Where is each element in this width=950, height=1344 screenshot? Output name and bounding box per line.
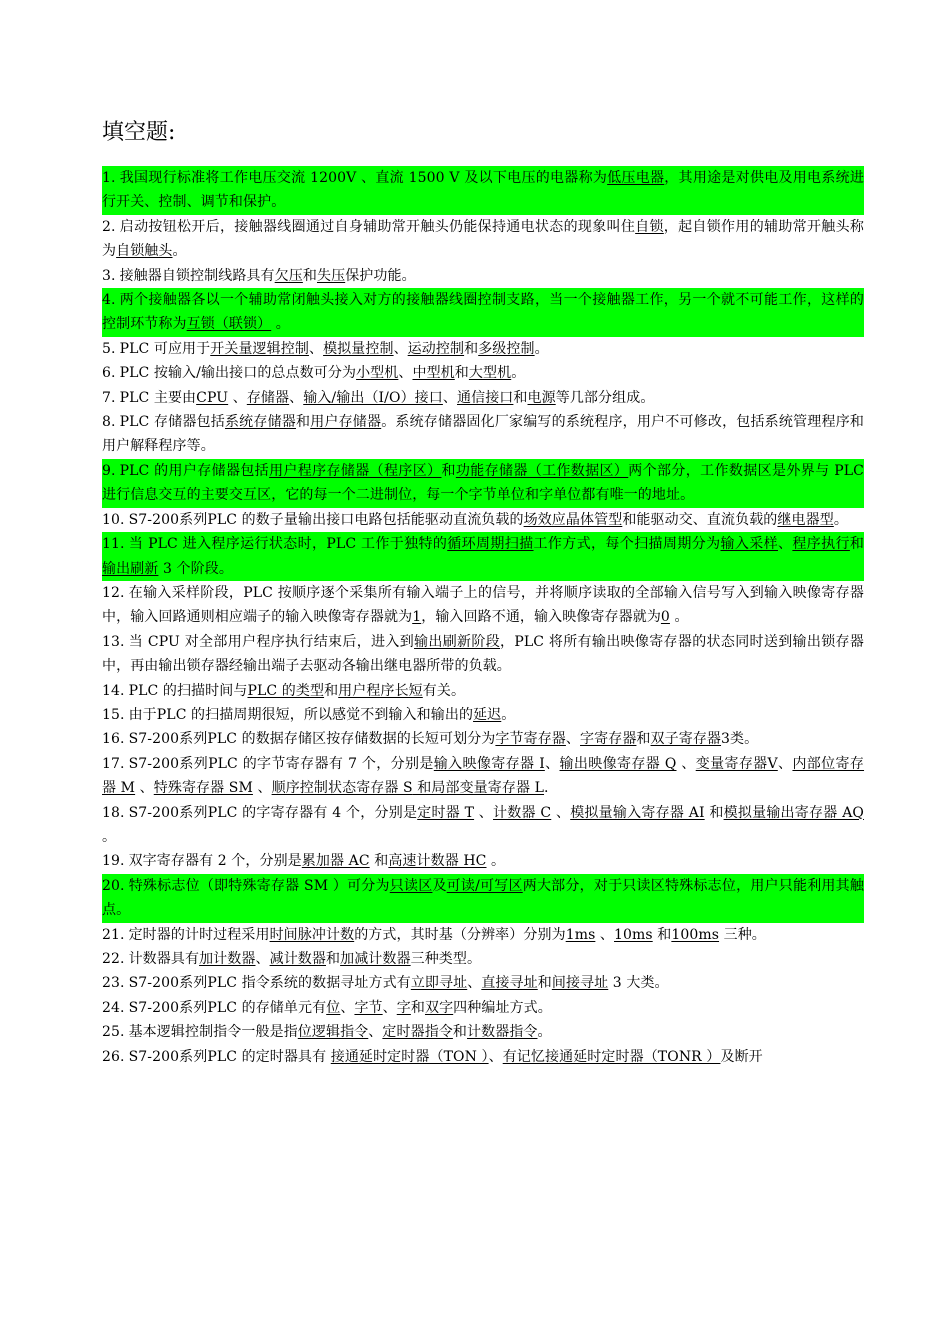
question-number: 23.	[102, 975, 125, 992]
question-text: 。	[102, 828, 117, 845]
question-text: S7-200系列PLC 的数据存储区按存储数据的长短可划分为	[128, 731, 496, 748]
question-text: 3 大类。	[608, 975, 669, 992]
answer-blank: 双字	[424, 999, 454, 1016]
answer-blank: 有记忆接通延时定时器（TONR ）	[502, 1048, 721, 1065]
question-text: S7-200系列PLC 的字节寄存器有 7 个，分别是	[128, 755, 434, 772]
question-number: 26.	[102, 1048, 125, 1065]
question-text: 工作方式，每个扫描周期分为	[533, 536, 721, 553]
question-number: 10.	[102, 511, 125, 528]
answer-blank: 场效应晶体管型	[523, 511, 623, 528]
question-number: 24.	[102, 999, 125, 1016]
answer-blank: 直接寻址	[481, 975, 538, 992]
question-item	[102, 923, 864, 947]
answer-blank: 用户程序存储器（程序区）	[269, 462, 442, 479]
question-item	[102, 801, 864, 850]
answer-blank: 变量寄存器V	[695, 755, 778, 772]
question-text: S7-200系列PLC 的存储单元有	[128, 999, 327, 1016]
question-text: 特殊标志位（即特殊寄存器 SM ）可分为	[128, 877, 390, 894]
question-text: S7-200系列PLC 的字寄存器有 4 个，分别是	[128, 804, 418, 821]
question-text: 当 PLC 进入程序运行状态时，PLC 工作于独特的	[128, 536, 448, 553]
answer-blank: 接通延时定时器（TON ）	[330, 1048, 489, 1065]
question-number: 2.	[102, 218, 116, 235]
question-text: 在输入采样阶段，PLC 按顺序逐个采集所有输入端子上的信号，并将顺序读取的全部输入信号写入到输入映像寄存器中，输入回路通则相应端子的输入映像寄存器就为	[102, 584, 864, 626]
answer-blank: 定时器指令	[382, 1024, 453, 1041]
question-text: 。	[534, 340, 549, 357]
question-text: ，PLC 将所有输出映像寄存器的状态同时送到输出锁存器中，再由输出锁存器经输出端子去驱动各输出继电器所带的负载。	[102, 633, 864, 675]
question-item	[102, 508, 864, 532]
question-text: 三种类型。	[410, 951, 482, 967]
question-number: 14.	[102, 682, 125, 699]
question-text: 、	[467, 975, 482, 992]
question-number: 17.	[102, 755, 125, 772]
question-text: 和	[704, 804, 724, 821]
answer-blank: 输出刷新阶段	[414, 633, 501, 650]
answer-blank: 1ms	[565, 926, 596, 943]
question-text: 和	[652, 926, 672, 943]
answer-blank: 内部位寄存器 M	[102, 755, 865, 797]
question-text: 和	[537, 975, 552, 992]
answer-blank: 输入映像寄存器 I	[433, 755, 545, 772]
answer-blank: 字节	[354, 999, 383, 1016]
question-text: 。	[486, 853, 506, 870]
question-text: 等几部分组成。	[555, 389, 655, 406]
question-text: S7-200系列PLC 的定时器具有	[128, 1048, 331, 1065]
question-number: 6.	[102, 365, 116, 382]
question-text: PLC 按输入/输出接口的总点数可分为	[119, 365, 357, 382]
question-text: 、	[442, 389, 457, 406]
answer-blank: 输出刷新	[102, 560, 159, 577]
answer-blank: 可读/可写区	[446, 877, 523, 894]
answer-blank: 立即寻址	[410, 975, 468, 992]
answer-blank: 特殊寄存器 SM	[153, 780, 253, 797]
question-text: 有关。	[422, 682, 466, 699]
question-text: 。	[537, 1024, 552, 1041]
question-text: 由于PLC 的扫描周期很短，所以感觉不到输入和输出的	[128, 706, 474, 723]
answer-blank: 存储器	[246, 389, 290, 406]
question-text: 两大部分，对于只读区特殊标志位，用户只能利用其触点。	[102, 877, 864, 919]
question-text: 和能驱动交、直流负载的	[622, 511, 778, 528]
question-text: 、	[368, 1024, 383, 1041]
question-number: 12.	[102, 584, 125, 601]
answer-blank: 程序执行	[792, 536, 850, 553]
question-text: 。系统存储器固化厂家编写的系统程序，用户不可修改，包括系统管理程序和用户解释程序等。	[102, 414, 864, 455]
question-text: ，输入回路不通，输入映像寄存器就为	[421, 609, 661, 626]
answer-blank: 模拟量输入寄存器 AI	[570, 804, 705, 821]
answer-blank: 高速计数器 HC	[388, 853, 487, 870]
question-text: 、	[289, 389, 304, 406]
answer-blank: 大型机	[468, 365, 512, 382]
question-text: 、	[595, 926, 615, 943]
answer-blank: PLC 的类型	[247, 682, 325, 699]
question-text: 和	[441, 462, 456, 479]
answer-blank: 电源	[527, 389, 556, 406]
question-text: S7-200系列PLC 指令系统的数据寻址方式有	[128, 975, 411, 992]
question-text: 和	[464, 340, 479, 357]
question-text: 、	[488, 1048, 503, 1065]
question-item	[102, 532, 864, 581]
answer-blank: 继电器型	[777, 511, 834, 528]
answer-blank: CPU	[196, 389, 229, 406]
answer-blank: 运动控制	[407, 340, 465, 357]
question-item	[102, 386, 864, 410]
question-item	[102, 361, 864, 385]
answer-blank: 只读区	[389, 877, 433, 894]
question-number: 21.	[102, 926, 125, 943]
question-text: 、	[565, 731, 581, 748]
question-number: 7.	[102, 389, 116, 406]
question-text: 和	[454, 365, 469, 382]
question-text: PLC 存储器包括	[119, 414, 225, 431]
answer-blank: 位	[326, 999, 341, 1016]
question-number: 22.	[102, 951, 125, 967]
question-number: 18.	[102, 804, 125, 821]
answer-blank: 输入采样	[720, 536, 778, 553]
question-item	[102, 752, 864, 801]
answer-blank: 间接寻址	[551, 975, 609, 992]
answer-blank: 加计数器	[199, 951, 256, 967]
answer-blank: 用户存储器	[310, 414, 382, 431]
question-item	[102, 337, 864, 361]
question-text: 我国现行标准将工作电压交流 1200V 、直流 1500 V 及以下电压的电器称为	[119, 170, 608, 186]
question-list	[102, 166, 864, 1069]
question-number: 11.	[102, 536, 125, 553]
question-text: 、	[544, 755, 560, 772]
question-number: 20.	[102, 877, 125, 894]
answer-blank: 顺序控制状态寄存器 S	[271, 780, 413, 797]
answer-blank: 定时器 T	[417, 804, 475, 821]
question-text: 、	[398, 365, 413, 382]
answer-blank: 多级控制	[478, 340, 535, 357]
question-number: 3.	[102, 267, 116, 284]
question-text: 、	[676, 755, 696, 772]
question-number: 4.	[102, 292, 116, 309]
answer-blank: 时间脉冲计数	[269, 926, 355, 943]
question-item	[102, 581, 864, 630]
question-text: 、	[777, 536, 793, 553]
answer-blank: 循环周期扫描	[447, 536, 534, 553]
question-text: 、	[393, 340, 408, 357]
question-text: 四种编址方式。	[453, 999, 552, 1016]
question-text: 的方式，其时基（分辨率）分别为	[354, 926, 566, 943]
question-text: 、	[382, 999, 397, 1016]
question-text: 及	[432, 877, 447, 894]
question-text: 和	[410, 999, 425, 1016]
question-text: 计数器具有	[128, 951, 200, 967]
question-item	[102, 849, 864, 873]
answer-blank: 位逻辑指令	[297, 1024, 369, 1041]
answer-blank: 通信接口	[457, 389, 514, 406]
answer-blank: 自锁	[635, 218, 664, 235]
page-title: 填空题:	[102, 120, 176, 145]
answer-blank: 失压	[316, 267, 346, 284]
answer-blank: 字	[396, 999, 411, 1016]
answer-blank: 10ms	[614, 926, 653, 943]
answer-blank: 计数器指令	[467, 1024, 538, 1041]
answer-blank: 自锁触头	[116, 243, 173, 260]
question-text: 和	[636, 731, 651, 748]
question-item	[102, 166, 864, 215]
question-item	[102, 1020, 864, 1044]
answer-blank: 0	[660, 609, 670, 626]
question-item	[102, 703, 864, 727]
question-text: 、	[252, 780, 272, 797]
question-text: 、	[255, 951, 270, 967]
question-item	[102, 727, 864, 751]
question-number: 1.	[102, 170, 116, 186]
question-text: PLC 的扫描时间与	[128, 682, 248, 699]
answer-blank: 加减计数器	[340, 951, 411, 967]
question-text: 。	[271, 316, 290, 333]
question-text: 和	[452, 1024, 467, 1041]
question-text: PLC 的用户存储器包括	[119, 462, 270, 479]
question-text: 、	[474, 804, 494, 821]
question-number: 25.	[102, 1024, 125, 1041]
question-item	[102, 996, 864, 1020]
question-item	[102, 215, 864, 264]
question-text: 三种。	[719, 926, 766, 943]
answer-blank: 减计数器	[269, 951, 326, 967]
question-text: 3 个阶段。	[158, 560, 233, 577]
question-text: .	[544, 780, 549, 797]
answer-blank: 100ms	[671, 926, 720, 943]
answer-blank: 累加器 AC	[301, 853, 370, 870]
question-text: 、	[340, 999, 355, 1016]
question-item	[102, 971, 864, 995]
question-text: 基本逻辑控制指令一般是指	[128, 1024, 298, 1041]
question-text: 和	[324, 682, 339, 699]
question-text: 启动按钮松开后，接触器线圈通过自身辅助常开触头仍能保持通电状态的现象叫住	[119, 218, 636, 235]
question-number: 16.	[102, 731, 125, 748]
question-text: 及断开	[720, 1048, 763, 1065]
question-text: 和	[513, 389, 528, 406]
answer-blank: 字寄存器	[580, 731, 637, 748]
answer-blank: 字节寄存器	[495, 731, 566, 748]
answer-blank: 双子寄存器	[650, 731, 722, 748]
question-text: 接触器自锁控制线路具有	[119, 267, 275, 284]
answer-blank: 欠压	[274, 267, 303, 284]
answer-blank: 小型机	[356, 365, 399, 382]
question-item	[102, 947, 864, 971]
answer-blank: 模拟量控制	[323, 340, 394, 357]
question-text: 。	[833, 511, 848, 528]
question-number: 5.	[102, 340, 116, 357]
question-item	[102, 410, 864, 459]
question-text: 定时器的计时过程采用	[128, 926, 270, 943]
answer-blank: 系统存储器	[224, 414, 296, 431]
question-text: 。	[501, 706, 516, 723]
question-item	[102, 679, 864, 703]
answer-blank: 计数器 C	[493, 804, 552, 821]
answer-blank: 1	[412, 609, 422, 626]
question-number: 19.	[102, 853, 125, 870]
question-number: 13.	[102, 633, 125, 650]
question-text: 两个接触器各以一个辅助常闭触头接入对方的接触器线圈控制支路，当一个接触器工作，另一个就不可能工作，这样的控制环节称为	[102, 292, 864, 333]
question-text: 当 CPU 对全部用户程序执行结束后，进入到	[128, 633, 415, 650]
question-text: 。	[511, 365, 526, 382]
question-text: 、	[551, 804, 571, 821]
document-page	[102, 118, 864, 1069]
question-text: 、	[777, 755, 793, 772]
question-text: 、	[135, 780, 154, 797]
question-text: ，其用途是对供电及用电系统进行开关、控制、调节和保护。	[102, 170, 864, 211]
question-text: 。	[172, 243, 187, 260]
question-text: 和	[302, 267, 317, 284]
question-text: PLC 主要由	[119, 389, 197, 406]
question-text: S7-200系列PLC 的数子量输出接口电路包括能驱动直流负载的	[128, 511, 524, 528]
question-item	[102, 630, 864, 679]
question-item	[102, 459, 864, 508]
question-text: PLC 可应用于	[119, 340, 211, 357]
answer-blank: 延迟	[473, 706, 502, 723]
answer-blank: 开关量逻辑控制	[210, 340, 309, 357]
question-text: ，起自锁作用的辅助常开触头称为	[102, 218, 865, 260]
question-text: 和	[326, 951, 341, 967]
answer-blank: 输入/输出（I/O）接口	[303, 389, 443, 406]
question-text: 。	[669, 609, 689, 626]
question-text: 、	[308, 340, 324, 357]
question-text: 、	[228, 389, 247, 406]
question-text: 和	[369, 853, 389, 870]
question-text: 保护功能。	[345, 267, 416, 284]
answer-blank: 互锁（联锁）	[186, 316, 272, 333]
question-item	[102, 874, 864, 923]
question-text: 3类。	[721, 731, 759, 748]
answer-blank: 用户程序长短	[338, 682, 423, 699]
answer-blank: 功能存储器（工作数据区）	[455, 462, 629, 479]
answer-blank: 输出映像寄存器 Q	[559, 755, 677, 772]
answer-blank: 低压电器	[607, 170, 665, 186]
question-number: 15.	[102, 706, 125, 723]
question-item	[102, 288, 864, 337]
answer-blank: 中型机	[412, 365, 455, 382]
question-text: 两个部分，工作数据区是外界与 PLC 进行信息交互的主要交互区，它的每一个二进制位，每一个字节单位和字单位都有唯一的地址。	[102, 462, 864, 504]
answer-blank: 模拟量输出寄存器 AQ	[723, 804, 864, 821]
question-text: 和	[849, 536, 864, 553]
question-number: 8.	[102, 414, 116, 431]
question-text: 和	[295, 414, 311, 431]
question-item	[102, 1045, 864, 1069]
question-number: 9.	[102, 462, 116, 479]
question-item	[102, 264, 864, 288]
question-text: 双字寄存器有 2 个，分别是	[128, 853, 302, 870]
answer-blank: 和局部变量寄存器 L	[412, 780, 545, 797]
